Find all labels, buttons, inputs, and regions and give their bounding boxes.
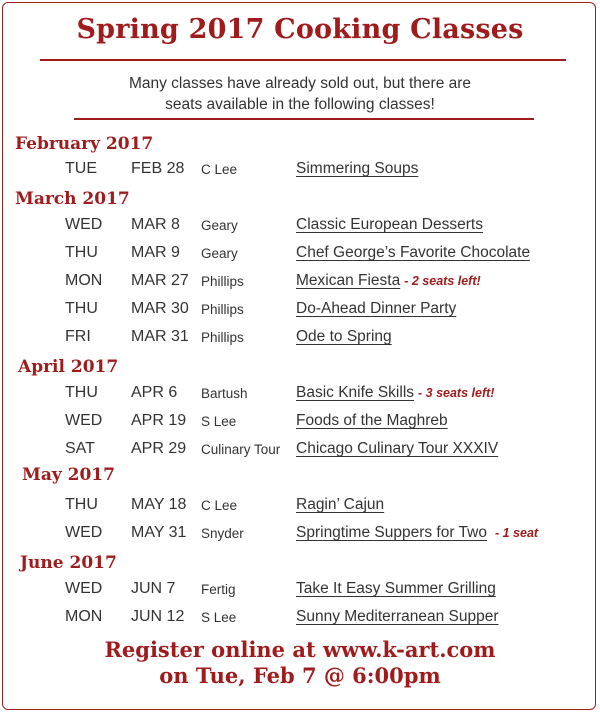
class-instructor: Geary <box>201 246 238 261</box>
class-instructor: Phillips <box>201 302 244 317</box>
class-date: APR 19 <box>131 412 187 429</box>
seats-left-note: - 3 seats left! <box>418 386 495 400</box>
intro-line-1: Many classes have already sold out, but there are <box>128 75 472 92</box>
class-date: JUN 12 <box>131 608 185 625</box>
month-heading-june: June 2017 <box>20 553 117 573</box>
class-day: THU <box>65 496 98 513</box>
class-day: TUE <box>65 160 97 177</box>
class-instructor: Phillips <box>201 330 244 345</box>
class-day: FRI <box>65 328 91 345</box>
month-heading-april: April 2017 <box>18 357 119 377</box>
class-link[interactable]: Chicago Culinary Tour XXXIV <box>296 440 499 457</box>
seats-left-note: - 2 seats left! <box>404 274 481 288</box>
class-instructor: C Lee <box>201 498 238 513</box>
class-day: WED <box>65 580 103 597</box>
class-date: MAR 9 <box>131 244 180 261</box>
class-row <box>0 216 600 240</box>
class-link[interactable]: Ragin’ Cajun <box>296 496 385 513</box>
class-day: THU <box>65 384 98 401</box>
class-date: MAR 27 <box>131 272 189 289</box>
month-heading-march: March 2017 <box>15 189 130 209</box>
class-day: WED <box>65 216 103 233</box>
class-link[interactable]: Mexican Fiesta - 2 seats left! <box>296 272 481 289</box>
class-date: APR 6 <box>131 384 178 401</box>
class-row <box>0 384 600 408</box>
class-row <box>0 608 600 632</box>
class-date: MAY 31 <box>131 524 187 541</box>
class-row <box>0 160 600 184</box>
class-link[interactable]: Simmering Soups <box>296 160 419 177</box>
class-date: MAR 31 <box>131 328 189 345</box>
intro-divider <box>74 118 534 120</box>
register-line-1: Register online at www.k-art.com <box>104 637 496 662</box>
class-instructor: Bartush <box>201 386 248 401</box>
class-day: THU <box>65 244 98 261</box>
class-row <box>0 440 600 464</box>
page-title: Spring 2017 Cooking Classes <box>76 14 524 45</box>
class-day: SAT <box>65 440 95 457</box>
class-row <box>0 412 600 436</box>
class-link[interactable]: Classic European Desserts <box>296 216 483 233</box>
class-instructor: Phillips <box>201 274 244 289</box>
class-row <box>0 580 600 604</box>
class-instructor: Geary <box>201 218 238 233</box>
class-day: THU <box>65 300 98 317</box>
class-link[interactable]: Sunny Mediterranean Supper <box>296 608 499 625</box>
class-date: FEB 28 <box>131 160 185 177</box>
class-day: MON <box>65 608 103 625</box>
class-row <box>0 328 600 352</box>
class-row <box>0 496 600 520</box>
class-row <box>0 524 600 548</box>
class-instructor: S Lee <box>201 414 237 429</box>
register-line-2: on Tue, Feb 7 @ 6:00pm <box>159 663 441 688</box>
class-instructor: S Lee <box>201 610 237 625</box>
class-link[interactable]: Chef George’s Favorite Chocolate <box>296 244 531 261</box>
class-instructor: Snyder <box>201 526 244 541</box>
class-instructor: C Lee <box>201 162 238 177</box>
class-row <box>0 272 600 296</box>
month-heading-may: May 2017 <box>22 465 115 485</box>
class-date: APR 29 <box>131 440 187 457</box>
intro-line-2: seats available in the following classes! <box>165 96 435 113</box>
class-link[interactable]: Springtime Suppers for Two - 1 seat <box>296 524 539 541</box>
class-day: WED <box>65 412 103 429</box>
class-link[interactable]: Ode to Spring <box>296 328 392 345</box>
class-day: WED <box>65 524 103 541</box>
class-row <box>0 244 600 268</box>
class-day: MON <box>65 272 103 289</box>
class-link[interactable]: Foods of the Maghreb <box>296 412 448 429</box>
class-link[interactable]: Basic Knife Skills - 3 seats left! <box>296 384 495 401</box>
class-row <box>0 300 600 324</box>
class-link[interactable]: Do-Ahead Dinner Party <box>296 300 457 317</box>
month-heading-february: February 2017 <box>15 134 154 154</box>
class-link[interactable]: Take It Easy Summer Grilling <box>296 580 496 597</box>
intro-text <box>60 73 540 115</box>
class-instructor: Culinary Tour <box>201 442 281 457</box>
class-instructor: Fertig <box>201 582 236 597</box>
class-date: MAY 18 <box>131 496 187 513</box>
class-date: MAR 8 <box>131 216 180 233</box>
class-date: MAR 30 <box>131 300 189 317</box>
title-divider <box>40 59 566 61</box>
seats-left-note: - 1 seat <box>494 526 539 540</box>
class-date: JUN 7 <box>131 580 176 597</box>
